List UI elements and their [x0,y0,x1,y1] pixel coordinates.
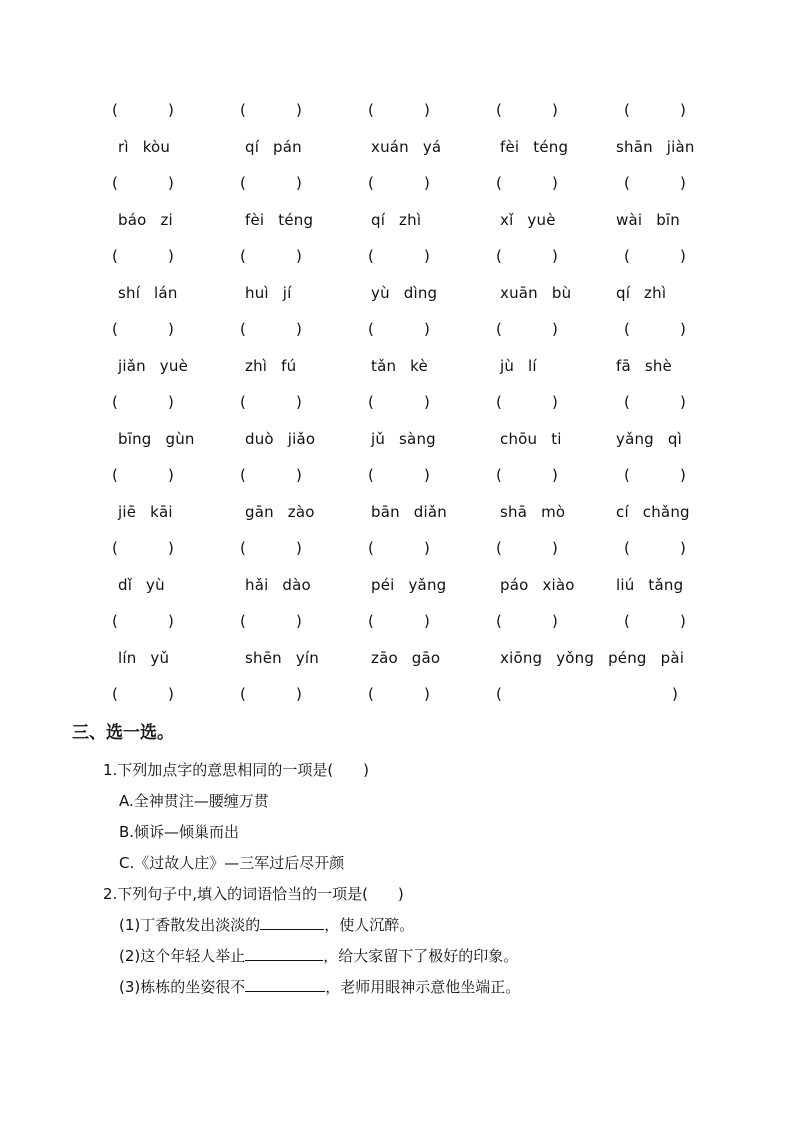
answer-bracket[interactable] [496,603,558,640]
answer-bracket[interactable] [368,530,430,567]
left-paren: ( [112,247,118,265]
right-paren: ) [296,174,302,192]
answer-bracket[interactable] [624,311,686,348]
left-paren: ( [112,685,118,703]
left-paren: ( [240,539,246,557]
answer-bracket-row [0,676,794,713]
right-paren: ) [680,612,686,630]
pinyin-word: jǔ sàng [371,429,436,448]
pinyin-row [0,348,794,385]
answer-bracket[interactable] [624,457,686,494]
right-paren: ) [680,320,686,338]
pinyin-word: bīng gùn [118,429,195,448]
answer-bracket[interactable] [240,238,302,275]
pinyin-word: jiē kāi [118,502,173,521]
answer-bracket[interactable] [368,603,430,640]
pinyin-word: xiōng yǒng péng pài [500,648,685,667]
left-paren: ( [368,174,374,192]
left-paren: ( [240,612,246,630]
right-paren: ) [552,247,558,265]
question-2-sentence-2 [119,945,518,966]
pinyin-word: xuān bù [500,283,572,302]
question-2-stem: 2.下列句子中,填入的词语恰当的一项是( ) [103,885,404,903]
pinyin-word: cí chǎng [616,502,690,521]
answer-bracket[interactable] [368,676,430,713]
right-paren: ) [168,393,174,411]
left-paren: ( [240,174,246,192]
left-paren: ( [112,466,118,484]
answer-bracket[interactable] [496,92,558,129]
left-paren: ( [368,393,374,411]
answer-bracket-row [0,384,794,421]
right-paren: ) [424,174,430,192]
pinyin-word: yǎng qì [616,429,682,448]
answer-bracket-row [0,530,794,567]
pinyin-word: qí pán [245,137,302,156]
answer-bracket[interactable] [624,165,686,202]
right-paren: ) [552,174,558,192]
left-paren: ( [112,393,118,411]
pinyin-word: zhì fú [245,356,297,375]
right-paren: ) [168,247,174,265]
answer-bracket-row [0,92,794,129]
pinyin-word: fā shè [616,356,672,375]
right-paren: ) [680,101,686,119]
pinyin-word: bān diǎn [371,502,447,521]
left-paren: ( [624,466,630,484]
right-paren: ) [168,612,174,630]
pinyin-word: huì jí [245,283,292,302]
left-paren: ( [368,612,374,630]
answer-bracket[interactable] [112,676,174,713]
answer-bracket[interactable] [112,384,174,421]
pinyin-row [0,275,794,312]
pinyin-word: liú tǎng [616,575,684,594]
left-paren: ( [112,101,118,119]
pinyin-word: duò jiǎo [245,429,316,448]
right-paren: ) [680,539,686,557]
sentence-2-prefix: (2)这个年轻人举止 [119,947,246,965]
left-paren: ( [624,320,630,338]
answer-bracket[interactable] [368,311,430,348]
right-paren: ) [552,101,558,119]
left-paren: ( [240,320,246,338]
right-paren: ) [424,320,430,338]
left-paren: ( [368,320,374,338]
answer-bracket[interactable] [368,238,430,275]
left-paren: ( [624,101,630,119]
pinyin-word: shā mò [500,502,566,521]
answer-bracket[interactable] [496,311,558,348]
right-paren: ) [552,539,558,557]
answer-bracket-row [0,311,794,348]
answer-bracket[interactable] [240,165,302,202]
answer-bracket[interactable] [240,603,302,640]
right-paren: ) [296,393,302,411]
answer-bracket[interactable] [496,384,558,421]
pinyin-word: qí zhì [371,210,422,229]
answer-bracket[interactable] [112,530,174,567]
right-paren: ) [424,101,430,119]
right-paren: ) [296,466,302,484]
left-paren: ( [624,612,630,630]
answer-bracket-row [0,238,794,275]
pinyin-word: xǐ yuè [500,210,556,229]
left-paren: ( [496,174,502,192]
pinyin-grid [0,92,794,713]
left-paren: ( [368,466,374,484]
pinyin-word: báo zi [118,210,173,229]
left-paren: ( [496,466,502,484]
right-paren: ) [552,393,558,411]
answer-bracket-row [0,165,794,202]
left-paren: ( [112,174,118,192]
right-paren: ) [296,685,302,703]
left-paren: ( [240,393,246,411]
pinyin-row [0,640,794,677]
pinyin-word: xuán yá [371,137,442,156]
pinyin-word: lín yǔ [118,648,170,667]
pinyin-row [0,202,794,239]
answer-bracket[interactable] [368,92,430,129]
answer-bracket[interactable] [496,238,558,275]
left-paren: ( [112,539,118,557]
sentence-3-suffix: ，老师用眼神示意他坐端正。 [325,978,521,996]
right-paren: ) [424,612,430,630]
right-paren: ) [296,320,302,338]
answer-bracket[interactable] [112,238,174,275]
pinyin-row [0,421,794,458]
answer-bracket[interactable] [240,676,302,713]
pinyin-word: chōu ti [500,429,562,448]
right-paren: ) [168,101,174,119]
right-paren: ) [296,612,302,630]
question-1-option-b: B.倾诉—倾巢而出 [119,823,240,841]
right-paren: ) [168,539,174,557]
question-2-sentence-3 [119,976,520,997]
sentence-2-suffix: ，给大家留下了极好的印象。 [323,947,519,965]
right-paren: ) [168,466,174,484]
right-paren: ) [168,685,174,703]
right-paren: ) [168,320,174,338]
right-paren: ) [424,247,430,265]
pinyin-word: shān jiàn [616,137,695,156]
answer-bracket[interactable] [496,457,558,494]
pinyin-word: qí zhì [616,283,667,302]
answer-bracket[interactable] [624,603,686,640]
left-paren: ( [624,539,630,557]
pinyin-word: dǐ yù [118,575,165,594]
left-paren: ( [496,539,502,557]
left-paren: ( [496,247,502,265]
right-paren: ) [552,466,558,484]
pinyin-word: gān zào [245,502,315,521]
answer-bracket[interactable] [368,457,430,494]
left-paren: ( [624,174,630,192]
right-paren: ) [296,247,302,265]
left-paren: ( [496,393,502,411]
right-paren: ) [424,539,430,557]
pinyin-word: zāo gāo [371,648,441,667]
sentence-1-prefix: (1)丁香散发出淡淡的 [119,916,261,934]
answer-bracket[interactable] [240,311,302,348]
left-paren: ( [368,685,374,703]
right-paren: ) [552,612,558,630]
left-paren: ( [112,320,118,338]
left-paren: ( [240,685,246,703]
answer-bracket[interactable] [624,92,686,129]
right-paren: ) [680,174,686,192]
left-paren: ( [240,247,246,265]
answer-bracket[interactable] [112,603,174,640]
question-1-option-a: A.全神贯注—腰缠万贯 [119,792,269,810]
answer-bracket[interactable] [112,165,174,202]
left-paren: ( [624,247,630,265]
answer-bracket[interactable] [368,165,430,202]
pinyin-word: rì kòu [118,137,171,156]
pinyin-word: hǎi dào [245,575,311,594]
left-paren: ( [624,393,630,411]
left-paren: ( [496,101,502,119]
question-1-option-c: C.《过故人庄》—三军过后尽开颜 [119,854,345,872]
right-paren: ) [552,320,558,338]
right-paren: ) [296,539,302,557]
answer-bracket-row [0,457,794,494]
left-paren: ( [496,320,502,338]
pinyin-word: shí lán [118,283,178,302]
answer-bracket[interactable] [624,238,686,275]
left-paren: ( [240,101,246,119]
answer-bracket[interactable] [112,92,174,129]
right-paren: ) [424,466,430,484]
answer-bracket[interactable] [112,457,174,494]
sentence-2-blank[interactable] [245,946,323,961]
left-paren: ( [368,539,374,557]
answer-bracket[interactable] [624,530,686,567]
answer-bracket[interactable] [496,165,558,202]
pinyin-word: shēn yín [245,648,319,667]
right-paren: ) [296,101,302,119]
pinyin-word: fèi téng [500,137,569,156]
pinyin-word: páo xiào [500,575,575,594]
answer-bracket[interactable] [368,384,430,421]
left-paren: ( [112,612,118,630]
right-paren: ) [672,685,678,703]
right-paren: ) [424,685,430,703]
pinyin-row [0,567,794,604]
answer-bracket[interactable] [496,676,678,713]
pinyin-word: yù dìng [371,283,438,302]
right-paren: ) [680,466,686,484]
answer-bracket[interactable] [112,311,174,348]
pinyin-row [0,494,794,531]
answer-bracket[interactable] [240,530,302,567]
left-paren: ( [496,612,502,630]
left-paren: ( [240,466,246,484]
section-3-title: 三、选一选。 [72,723,174,743]
pinyin-word: péi yǎng [371,575,447,594]
right-paren: ) [680,247,686,265]
answer-bracket[interactable] [624,384,686,421]
right-paren: ) [424,393,430,411]
sentence-1-suffix: ，使人沉醉。 [324,916,415,934]
pinyin-word: wài bīn [616,210,680,229]
left-paren: ( [368,101,374,119]
pinyin-row [0,129,794,166]
question-1-stem: 1.下列加点字的意思相同的一项是( ) [103,761,370,779]
right-paren: ) [168,174,174,192]
answer-bracket[interactable] [240,457,302,494]
pinyin-word: fèi téng [245,210,314,229]
pinyin-word: jù lí [500,356,537,375]
question-2-sentence-1 [119,914,414,935]
sentence-1-blank[interactable] [260,915,324,930]
answer-bracket[interactable] [240,92,302,129]
sentence-3-blank[interactable] [245,977,325,992]
left-paren: ( [496,685,502,703]
answer-bracket-row [0,603,794,640]
right-paren: ) [680,393,686,411]
left-paren: ( [368,247,374,265]
pinyin-word: tǎn kè [371,356,428,375]
sentence-3-prefix: (3)栋栋的坐姿很不 [119,978,246,996]
answer-bracket[interactable] [496,530,558,567]
answer-bracket[interactable] [240,384,302,421]
pinyin-word: jiǎn yuè [118,356,189,375]
